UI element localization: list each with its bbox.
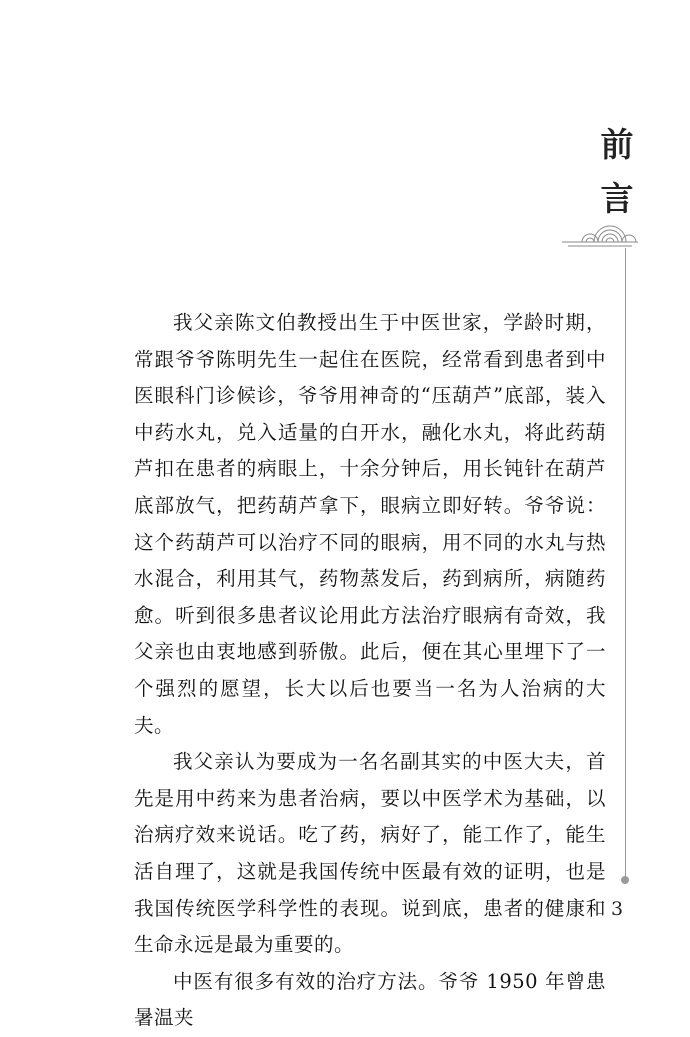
title-char-1: 前: [600, 125, 634, 164]
cloud-ornament-icon: [560, 220, 640, 250]
paragraph-3: 中医有很多有效的治疗方法。爷爷 1950 年曾患暑温夹: [134, 969, 606, 1030]
page-number: 3: [611, 898, 624, 920]
page-title: [587, 118, 647, 226]
title-char-2: 言: [600, 179, 634, 218]
margin-rule: [625, 248, 626, 878]
paragraph-1: 我父亲陈文伯教授出生于中医世家，学龄时期，常跟爷爷陈明先生一起住在医院，经常看到患者到中医眼科门诊候诊，爷爷用神奇的“压葫芦”底部，装入中药水丸，兑入适量的白开水，融化水丸，将此药葫芦扣在患者的病眼上，十余分钟后，用长钝针在葫芦底部放气，把药葫芦拿下，眼病立即好转。爷爷说：这个药葫芦可以治疗不同的眼病，用不同的水丸与热水混合，利用其气，药物蒸发后，药到病所，病随药愈。听到很多患者议论用此方法治疗眼病有奇效，我父亲也由衷地感到骄傲。此后，便在其心里埋下了一个强烈的愿望，长大以后也要当一名为人治病的大夫。: [134, 311, 606, 737]
rule-end-dot: [621, 876, 629, 884]
body-text: [134, 305, 606, 1037]
paragraph-2: 我父亲认为要成为一名名副其实的中医大夫，首先是用中药来为患者治病，要以中医学术为基础，以治病疗效来说话。吃了药，病好了，能工作了，能生活自理了，这就是我国传统中医最有效的证明，也是我国传统医学科学性的表现。说到底，患者的健康和生命永远是最为重要的。: [134, 750, 606, 957]
